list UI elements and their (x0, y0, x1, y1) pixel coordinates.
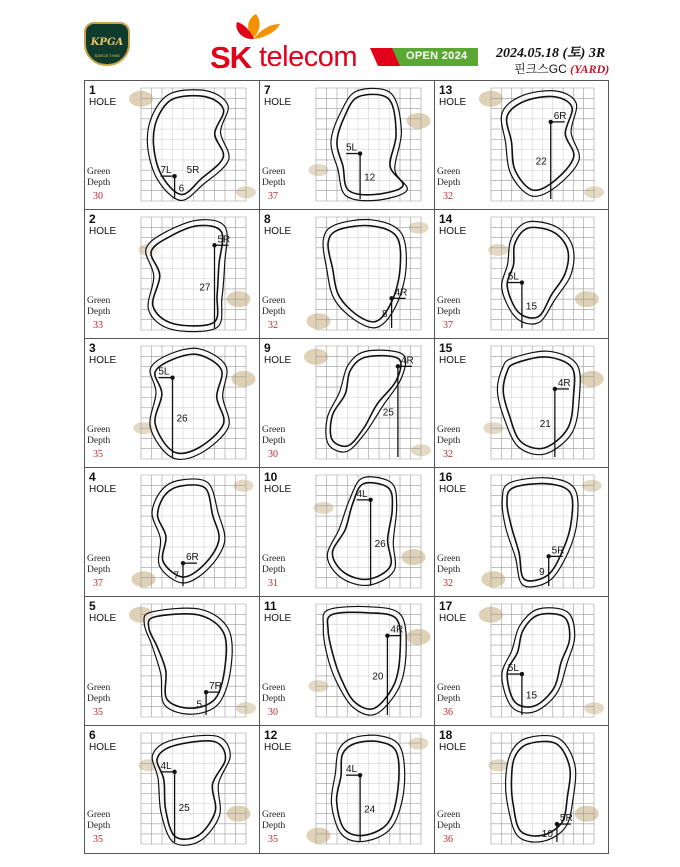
green-depth-value: 35 (93, 834, 103, 845)
green-depth-value: 37 (93, 578, 103, 589)
depth-label: Depth (87, 307, 111, 317)
green-diagram (481, 729, 604, 850)
green-depth-value: 32 (443, 578, 453, 589)
depth-label: Depth (262, 178, 286, 188)
pin-flag-icon (170, 375, 174, 379)
bunker (314, 502, 334, 514)
pin-offset-label: 5R (186, 165, 200, 177)
green-diagram (481, 213, 604, 336)
green-depth-value: 30 (268, 449, 278, 460)
green-diagram (131, 600, 256, 723)
bunker (307, 827, 331, 843)
hole-cell (85, 597, 260, 726)
green-diagram (306, 600, 431, 723)
hole-cell (85, 726, 260, 853)
green-label: Green (437, 425, 461, 435)
hole-cell (260, 339, 435, 468)
hole-number: 15 (439, 341, 453, 355)
green-diagram (481, 600, 604, 723)
pin-depth-label: 27 (199, 282, 211, 294)
green-diagram (481, 471, 604, 594)
pin-depth-label: 15 (525, 690, 538, 702)
pin-offset-label: 6R (553, 110, 567, 122)
hole-number: 6 (89, 728, 96, 742)
depth-label: Depth (87, 821, 111, 831)
hole-number: 2 (89, 212, 96, 226)
green-label: Green (87, 425, 111, 435)
hole-number: 18 (439, 728, 453, 742)
green-diagram (131, 729, 256, 850)
green-diagram (306, 84, 431, 207)
bunker (232, 371, 256, 387)
pin-flag-icon (520, 672, 524, 676)
pin-offset-label: 5R (551, 545, 565, 557)
depth-label: Depth (437, 436, 461, 446)
pin-offset-label: 4L (345, 764, 358, 776)
depth-label: Depth (437, 565, 461, 575)
pin-depth-label: 26 (176, 413, 188, 425)
pin-flag-icon (553, 387, 557, 391)
hole-label: HOLE (89, 742, 117, 753)
hole-label: HOLE (439, 97, 467, 108)
pin-flag-icon (389, 296, 393, 300)
depth-label: Depth (87, 178, 111, 188)
depth-label: Depth (87, 436, 111, 446)
hole-cell (435, 81, 608, 210)
fringe-outline (323, 220, 406, 328)
hole-number: 13 (439, 83, 453, 97)
pin-flag-icon (549, 120, 553, 124)
green-label: Green (87, 554, 111, 564)
hole-label: HOLE (439, 742, 467, 753)
pin-offset-label: 5L (158, 366, 170, 378)
fringe-outline (326, 350, 406, 452)
header (0, 0, 680, 80)
green-label: Green (87, 683, 111, 693)
green-depth-value: 35 (93, 707, 103, 718)
pin-depth-label: 8 (382, 309, 388, 321)
green-diagram (306, 213, 431, 336)
green-label: Green (87, 167, 111, 177)
depth-label: Depth (437, 178, 461, 188)
hole-label: HOLE (439, 613, 467, 624)
pin-depth-label: 25 (178, 802, 190, 814)
hole-cell (85, 339, 260, 468)
green-label: Green (262, 425, 286, 435)
hole-label: HOLE (264, 97, 292, 108)
green-label: Green (437, 554, 461, 564)
hole-label: HOLE (264, 355, 292, 366)
hole-number: 8 (264, 212, 271, 226)
pin-flag-icon (546, 554, 550, 558)
green-depth-value: 32 (268, 320, 278, 331)
green-diagram (131, 84, 256, 207)
green-depth-value: 30 (268, 707, 278, 718)
kpga-logo-name: KPGA (90, 37, 124, 48)
hole-label: HOLE (439, 355, 467, 366)
fringe-outline (144, 608, 232, 714)
pin-flag-icon (358, 151, 362, 155)
bunker (307, 313, 331, 329)
green-label: Green (437, 683, 461, 693)
bunker (409, 222, 429, 234)
depth-label: Depth (87, 694, 111, 704)
pin-flag-icon (172, 174, 176, 178)
green-diagram (481, 342, 604, 465)
depth-label: Depth (262, 565, 286, 575)
hole-number: 3 (89, 341, 96, 355)
pin-flag-icon (358, 773, 362, 777)
distance-unit: (YARD) (570, 62, 610, 76)
pin-flag-icon (385, 633, 389, 637)
pin-depth-label: 15 (525, 301, 538, 313)
bunker (407, 113, 431, 129)
pin-depth-label: 22 (535, 156, 547, 168)
green-depth-value: 32 (443, 191, 453, 202)
pin-offset-label: 7L (160, 165, 172, 177)
green-depth-value: 36 (443, 707, 453, 718)
pin-offset-label: 5R (217, 234, 231, 246)
hole-label: HOLE (89, 97, 117, 108)
green-label: Green (87, 296, 111, 306)
green-diagram (131, 213, 256, 336)
hole-cell (435, 210, 608, 339)
pin-offset-label: 5R (559, 813, 573, 825)
pin-flag-icon (172, 770, 176, 774)
pin-offset-label: 5L (507, 663, 519, 675)
green-label: Green (262, 683, 286, 693)
hole-label: HOLE (264, 742, 292, 753)
depth-label: Depth (262, 436, 286, 446)
green-depth-value: 35 (93, 449, 103, 460)
depth-label: Depth (262, 694, 286, 704)
open-2024-label: OPEN 2024 (406, 50, 468, 62)
hole-cell (85, 81, 260, 210)
hole-number: 12 (264, 728, 278, 742)
hole-cell (260, 597, 435, 726)
depth-label: Depth (87, 565, 111, 575)
pin-offset-label: 6R (186, 552, 199, 564)
pin-offset-label: 4L (356, 488, 368, 500)
green-label: Green (87, 810, 111, 820)
green-depth-value: 36 (443, 834, 453, 845)
pin-depth-label: 26 (374, 538, 386, 550)
green-label: Green (437, 810, 461, 820)
kpga-logo-since: SINCE 1968 (94, 53, 120, 58)
hole-label: HOLE (439, 484, 467, 495)
hole-number: 16 (439, 470, 453, 484)
hole-cell (85, 210, 260, 339)
hole-cell (435, 339, 608, 468)
fringe-outline (147, 90, 229, 201)
pin-flag-icon (181, 561, 185, 565)
green-label: Green (262, 296, 286, 306)
pin-offset-label: 4R (557, 377, 571, 389)
green-label: Green (262, 810, 286, 820)
green-depth-value: 37 (268, 191, 278, 202)
depth-label: Depth (437, 821, 461, 831)
hole-label: HOLE (89, 484, 117, 495)
hole-number: 9 (264, 341, 271, 355)
green-depth-value: 31 (268, 578, 278, 589)
hole-label: HOLE (89, 613, 117, 624)
bunker (580, 371, 604, 387)
hole-label: HOLE (89, 226, 117, 237)
hole-cell (260, 210, 435, 339)
depth-label: Depth (437, 307, 461, 317)
green-diagram (306, 729, 431, 850)
green-depth-value: 33 (93, 320, 103, 331)
depth-label: Depth (262, 821, 286, 831)
green-diagram (481, 84, 604, 207)
pin-offset-label: 4L (160, 760, 172, 772)
depth-label: Depth (437, 694, 461, 704)
round-date: 2024.05.18 (토) 3R (496, 46, 606, 61)
hole-label: HOLE (264, 613, 292, 624)
pin-flag-icon (555, 822, 559, 826)
pin-flag-icon (368, 498, 372, 502)
pin-offset-label: 7R (209, 681, 222, 693)
fringe-outline (331, 88, 407, 200)
sk-wordmark: SK (210, 40, 252, 75)
pin-offset-label: 5L (345, 142, 358, 154)
green-label: Green (437, 296, 461, 306)
hole-cell (435, 597, 608, 726)
pin-offset-label: 4R (390, 624, 404, 636)
green-diagram (131, 471, 256, 594)
pin-depth-label: 20 (372, 671, 384, 683)
pin-depth-label: 10 (541, 829, 553, 841)
hole-label: HOLE (264, 226, 292, 237)
pin-offset-label: 5L (507, 271, 519, 283)
hole-label: HOLE (89, 355, 117, 366)
green-diagram (306, 342, 431, 465)
green-label: Green (437, 167, 461, 177)
hole-cell (260, 726, 435, 853)
course-line (514, 60, 609, 77)
bunker (409, 738, 429, 750)
depth-label: Depth (262, 307, 286, 317)
pin-position-sheet (84, 80, 609, 854)
fringe-outline (506, 736, 576, 842)
bunker (407, 629, 431, 645)
hole-cell (260, 81, 435, 210)
pin-flag-icon (396, 364, 400, 368)
hole-number: 5 (89, 599, 96, 613)
green-diagram (131, 342, 256, 465)
pin-depth-label: 7 (173, 570, 179, 582)
pin-depth-label: 5 (196, 699, 203, 711)
pin-flag-icon (212, 243, 216, 247)
pin-depth-label: 21 (539, 418, 551, 430)
green-diagram (306, 471, 431, 594)
green-depth-value: 35 (268, 834, 278, 845)
hole-number: 4 (89, 470, 96, 484)
green-depth-value: 30 (93, 191, 103, 202)
pin-offset-label: 4R (394, 287, 408, 299)
hole-label: HOLE (439, 226, 467, 237)
bunker (481, 571, 505, 587)
pin-depth-label: 6 (178, 183, 185, 195)
pin-depth-label: 9 (539, 567, 545, 579)
course-name: 핀크스GC (514, 62, 567, 76)
hole-label: HOLE (264, 484, 292, 495)
green-label: Green (262, 167, 286, 177)
pin-depth-label: 24 (364, 804, 376, 816)
telecom-wordmark: telecom (259, 41, 358, 73)
green-depth-value: 32 (443, 449, 453, 460)
green-depth-value: 37 (443, 320, 453, 331)
hole-number: 7 (264, 83, 271, 97)
pin-flag-icon (520, 280, 524, 284)
hole-number: 1 (89, 83, 96, 97)
pin-depth-label: 25 (382, 407, 394, 419)
pin-depth-label: 12 (364, 172, 376, 184)
hole-number: 17 (439, 599, 453, 613)
hole-cell (435, 726, 608, 853)
pin-flag-icon (204, 690, 208, 694)
bunker (582, 480, 602, 492)
hole-number: 10 (264, 470, 278, 484)
hole-cell (260, 468, 435, 597)
green-label: Green (262, 554, 286, 564)
hole-number: 11 (264, 599, 277, 613)
hole-cell (435, 468, 608, 597)
pin-offset-label: 4R (400, 355, 414, 367)
kpga-logo (84, 22, 130, 66)
bunker (132, 571, 156, 587)
hole-cell (85, 468, 260, 597)
bunker (234, 480, 254, 492)
hole-number: 14 (439, 212, 453, 226)
